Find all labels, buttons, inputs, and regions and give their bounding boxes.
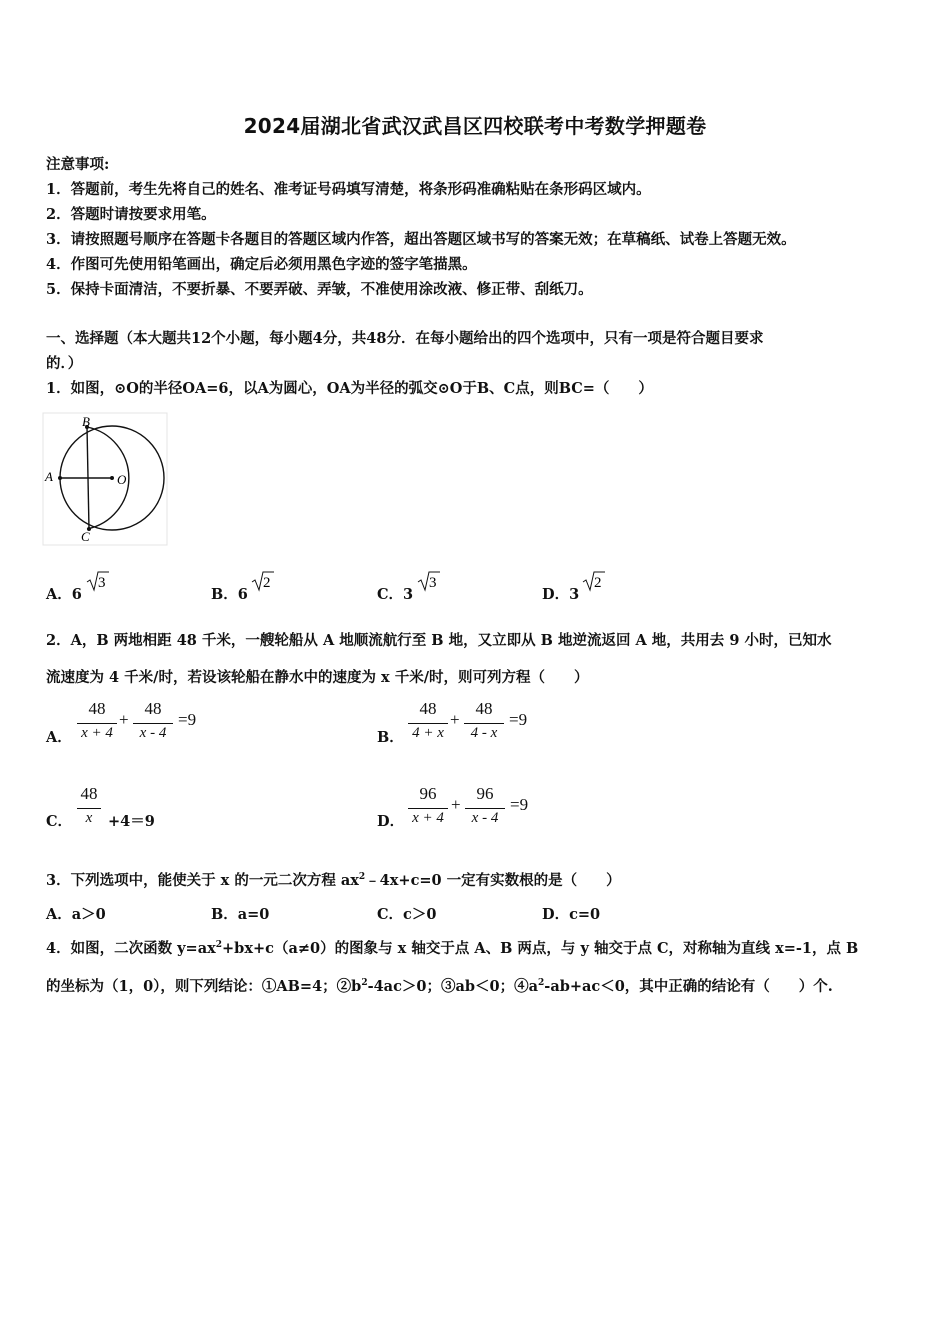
question-4-text: 4．如图，二次函数 $y=ax^2+bx+c(a\ne 0)$的图象与 x 轴交于点 A、B 两点，与 y 轴交于点 C，对称轴为直线 x=-1，点 B (46, 940, 859, 957)
question-1-text: 1．如图，⊙O的半径OA=6，以A为圆心，OA为半径的弧交⊙O于B、C点，则BC=（ ） (46, 380, 653, 397)
note-item: 2．答题时请按要求用笔。 (46, 206, 216, 223)
fraction: 48 4 - x (464, 699, 504, 745)
svg-text:3: 3 (429, 575, 437, 591)
q2-option-c-label[interactable]: C． (46, 813, 73, 830)
notes-heading: 注意事项: (46, 156, 110, 173)
q1-circle-figure (42, 412, 170, 547)
q2-option-d-label[interactable]: D． (377, 813, 405, 830)
point-label-a: A (45, 469, 53, 484)
question-3-text: 3．下列选项中，能使关于 x 的一元二次方程 $ax^2﹣4x+c=0$ 一定有实数根的是（ ） (46, 872, 621, 889)
sqrt-icon (86, 570, 110, 592)
q3-option-a[interactable]: A．a＞0 (46, 906, 106, 923)
question-2-text: 2．A，B 两地相距 48 千米，一艘轮船从 A 地顺流航行至 B 地，又立即从 B 地逆流返回 A 地，共用去 9 小时，已知水 (46, 632, 832, 649)
svg-text:2: 2 (594, 575, 602, 591)
page-title: 2024届湖北省武汉武昌区四校联考中考数学押题卷 (243, 114, 707, 138)
q2-option-a-label[interactable]: A． (46, 729, 72, 746)
fraction: 48 x (77, 784, 101, 830)
fraction: 96 x + 4 (408, 784, 448, 830)
q1-option-b[interactable]: B．6 (211, 586, 248, 603)
q3-option-d[interactable]: D．c=0 (542, 906, 601, 923)
fraction: 48 x + 4 (77, 699, 117, 745)
fraction: 96 x - 4 (465, 784, 505, 830)
q3-option-b[interactable]: B．a=0 (211, 906, 270, 923)
q3-option-c[interactable]: C．c＞0 (377, 906, 437, 923)
sqrt-icon (417, 570, 441, 592)
svg-text:3: 3 (98, 575, 106, 591)
note-item: 1．答题前，考生先将自己的姓名、准考证号码填写清楚，将条形码准确粘贴在条形码区域内。 (46, 181, 651, 198)
svg-text:2: 2 (263, 575, 271, 591)
sqrt-icon (582, 570, 606, 592)
section-heading-cont: 的．） (46, 355, 83, 372)
section-heading: 一、选择题（本大题共12个小题，每小题4分，共48分．在每小题给出的四个选项中，只有一项是符合题目要求 (46, 330, 764, 347)
q2-option-b-label[interactable]: B． (377, 729, 404, 746)
fraction: 48 x - 4 (133, 699, 173, 745)
note-item: 4．作图可先使用铅笔画出，确定后必须用黑色字迹的签字笔描黑。 (46, 256, 477, 273)
question-2-text-cont: 流速度为 4 千米/时，若设该轮船在静水中的速度为 x 千米/时，则可列方程（ ） (46, 669, 589, 686)
point-label-c: C (81, 529, 90, 544)
q1-option-a[interactable]: A．6 (46, 586, 82, 603)
q1-option-d[interactable]: D．3 (542, 586, 580, 603)
fraction: 48 4 + x (408, 699, 448, 745)
point-label-b: B (82, 414, 90, 429)
question-4-text-cont: 的坐标为（1，0），则下列结论：①AB=4；$②b^2-4ac>0$；③ab＜0；$④a^2-ab+ac<0$，其中正确的结论有（ ）个. (46, 978, 833, 995)
point-label-o: O (117, 472, 127, 487)
sqrt-icon (251, 570, 275, 592)
note-item: 3．请按照题号顺序在答题卡各题目的答题区域内作答，超出答题区域书写的答案无效；在草稿纸、试卷上答题无效。 (46, 231, 796, 248)
q1-option-c[interactable]: C．3 (377, 586, 414, 603)
note-item: 5．保持卡面清洁，不要折暴、不要弄破、弄皱，不准使用涂改液、修正带、刮纸刀。 (46, 281, 593, 298)
